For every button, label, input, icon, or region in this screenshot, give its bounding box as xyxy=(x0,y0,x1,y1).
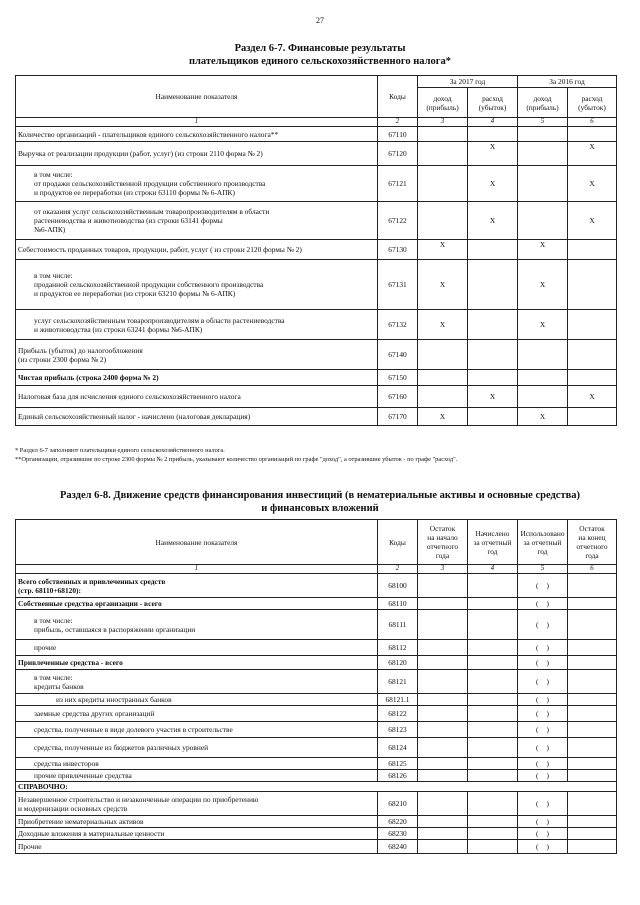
cell-value-c4: X xyxy=(468,142,518,166)
opening-balance-cell xyxy=(418,792,468,816)
accrued-cell xyxy=(468,828,518,840)
row-code: 67170 xyxy=(378,408,418,426)
indicator-name: из них кредиты иностранных банков xyxy=(16,694,378,706)
table-row xyxy=(16,260,617,310)
row-code: 67121 xyxy=(378,166,418,202)
table-row xyxy=(16,694,617,706)
row-code: 68100 xyxy=(378,574,418,598)
indicator-name: Доходные вложения в материальные ценности xyxy=(16,828,378,840)
accrued-cell xyxy=(468,792,518,816)
accrued-cell xyxy=(468,738,518,758)
reference-header-row xyxy=(16,782,617,792)
indicator-name: Выручка от реализации продукции (работ, услуг) (из строки 2110 форма № 2) xyxy=(16,142,378,166)
cell-value-c4 xyxy=(468,260,518,310)
cell-value-c5 xyxy=(518,386,568,408)
table-row xyxy=(16,610,617,640)
table-row xyxy=(16,722,617,738)
cell-value-c6: X xyxy=(568,386,617,408)
row-code: 67132 xyxy=(378,310,418,340)
row-code: 68121 xyxy=(378,670,418,694)
closing-balance-cell xyxy=(568,738,617,758)
indicator-name: Прибыль (убыток) до налогообложения (из строки 2300 форма № 2) xyxy=(16,340,378,370)
closing-balance-cell xyxy=(568,640,617,656)
used-value-cell: ( ) xyxy=(518,738,568,758)
opening-balance-cell xyxy=(418,656,468,670)
row-code: 68121.1 xyxy=(378,694,418,706)
cell-value-c4: X xyxy=(468,166,518,202)
section2-title xyxy=(0,489,640,515)
footnote-2: **Организации, отразившие по строке 2300 формы № 2 прибыль, указывают количество организаций по графе "доход", а отразившие убыток - по графе "расход". xyxy=(15,456,458,463)
indicator-name: прочие привлеченные средства xyxy=(16,770,378,782)
cell-value-c6 xyxy=(568,127,617,142)
indicator-name: Чистая прибыль (строка 2400 форма № 2) xyxy=(16,370,378,386)
cell-value-c6 xyxy=(568,260,617,310)
row-code: 67122 xyxy=(378,202,418,240)
table-row xyxy=(16,738,617,758)
cell-value-c4 xyxy=(468,370,518,386)
used-value-cell: ( ) xyxy=(518,694,568,706)
opening-balance-cell xyxy=(418,610,468,640)
cell-value-c4 xyxy=(468,340,518,370)
cell-value-c5 xyxy=(518,127,568,142)
cell-value-c3 xyxy=(418,142,468,166)
header-closing-balance: Остаток на конец отчетного года xyxy=(568,520,617,565)
used-value-cell: ( ) xyxy=(518,758,568,770)
cell-value-c3 xyxy=(418,166,468,202)
table-row xyxy=(16,386,617,408)
header-expense-2017: расход (убыток) xyxy=(468,88,518,118)
cell-value-c6 xyxy=(568,240,617,260)
table-row xyxy=(16,240,617,260)
table-row xyxy=(16,370,617,386)
cell-value-c4 xyxy=(468,408,518,426)
page-number: 27 xyxy=(316,16,324,25)
row-code: 68125 xyxy=(378,758,418,770)
accrued-cell xyxy=(468,770,518,782)
opening-balance-cell xyxy=(418,816,468,828)
opening-balance-cell xyxy=(418,640,468,656)
indicator-name: услуг сельскохозяйственным товаропроизводителям в области растениеводства и животноводства (из строки 63241 формы №6-АПК) xyxy=(16,310,378,340)
table-row xyxy=(16,816,617,828)
used-value-cell: ( ) xyxy=(518,640,568,656)
table-row xyxy=(16,640,617,656)
cell-value-c3 xyxy=(418,127,468,142)
used-value-cell: ( ) xyxy=(518,792,568,816)
indicator-name: в том числе: проданной сельскохозяйственной продукции собственного производства и продуктов ее переработки (из строки 63210 формы № 6-АПК) xyxy=(16,260,378,310)
header-codes: Коды xyxy=(378,520,418,565)
cell-value-c6 xyxy=(568,340,617,370)
row-code: 68126 xyxy=(378,770,418,782)
cell-value-c5: X xyxy=(518,408,568,426)
accrued-cell xyxy=(468,598,518,610)
accrued-cell xyxy=(468,656,518,670)
indicator-name: Приобретение нематериальных активов xyxy=(16,816,378,828)
accrued-cell xyxy=(468,758,518,770)
table-row xyxy=(16,202,617,240)
column-numbers-row: 1 2 3 4 5 6 xyxy=(16,565,617,574)
used-value-cell: ( ) xyxy=(518,770,568,782)
accrued-cell xyxy=(468,816,518,828)
cell-value-c4 xyxy=(468,127,518,142)
cell-value-c6 xyxy=(568,310,617,340)
row-code: 68240 xyxy=(378,840,418,854)
closing-balance-cell xyxy=(568,770,617,782)
used-value-cell: ( ) xyxy=(518,610,568,640)
cell-value-c3 xyxy=(418,386,468,408)
row-code: 67130 xyxy=(378,240,418,260)
header-income-2017: доход (прибыль) xyxy=(418,88,468,118)
row-code: 68110 xyxy=(378,598,418,610)
section2-title-line2: и финансовых вложений xyxy=(261,503,379,514)
table-row xyxy=(16,598,617,610)
row-code: 68210 xyxy=(378,792,418,816)
cell-value-c6: X xyxy=(568,142,617,166)
header-indicator-name: Наименование показателя xyxy=(16,520,378,565)
accrued-cell xyxy=(468,706,518,722)
used-value-cell: ( ) xyxy=(518,598,568,610)
header-expense-2016: расход (убыток) xyxy=(568,88,617,118)
used-value-cell: ( ) xyxy=(518,722,568,738)
table-row xyxy=(16,840,617,854)
table-row xyxy=(16,142,617,166)
table-row xyxy=(16,828,617,840)
opening-balance-cell xyxy=(418,598,468,610)
cell-value-c6: X xyxy=(568,202,617,240)
closing-balance-cell xyxy=(568,840,617,854)
cell-value-c6 xyxy=(568,408,617,426)
table-row xyxy=(16,758,617,770)
used-value-cell: ( ) xyxy=(518,574,568,598)
indicator-name: Всего собственных и привлеченных средств (стр. 68110+68120): xyxy=(16,574,378,598)
table-row xyxy=(16,340,617,370)
cell-value-c4: X xyxy=(468,386,518,408)
indicator-name: прочие xyxy=(16,640,378,656)
closing-balance-cell xyxy=(568,758,617,770)
table-row xyxy=(16,656,617,670)
section1-title-line1: Раздел 6-7. Финансовые результаты xyxy=(234,43,406,54)
cell-value-c5 xyxy=(518,340,568,370)
row-code: 68124 xyxy=(378,738,418,758)
financial-results-table xyxy=(15,75,617,426)
closing-balance-cell xyxy=(568,574,617,598)
closing-balance-cell xyxy=(568,694,617,706)
opening-balance-cell xyxy=(418,722,468,738)
row-code: 67131 xyxy=(378,260,418,310)
used-value-cell: ( ) xyxy=(518,656,568,670)
header-opening-balance: Остаток на начало отчетного года xyxy=(418,520,468,565)
indicator-name: Налоговая база для исчисления единого сельскохозяйственного налога xyxy=(16,386,378,408)
reference-label: СПРАВОЧНО: xyxy=(16,782,617,792)
opening-balance-cell xyxy=(418,738,468,758)
cell-value-c4 xyxy=(468,310,518,340)
closing-balance-cell xyxy=(568,792,617,816)
row-code: 67140 xyxy=(378,340,418,370)
opening-balance-cell xyxy=(418,828,468,840)
accrued-cell xyxy=(468,840,518,854)
cell-value-c3 xyxy=(418,202,468,240)
closing-balance-cell xyxy=(568,828,617,840)
table-row xyxy=(16,408,617,426)
closing-balance-cell xyxy=(568,656,617,670)
cell-value-c4: X xyxy=(468,202,518,240)
closing-balance-cell xyxy=(568,598,617,610)
indicator-name: Единый сельскохозяйственный налог - начислено (налоговая декларация) xyxy=(16,408,378,426)
indicator-name: заемные средства других организаций xyxy=(16,706,378,722)
indicator-name: Себестоимость проданных товаров, продукции, работ, услуг ( из строки 2120 формы № 2) xyxy=(16,240,378,260)
closing-balance-cell xyxy=(568,610,617,640)
opening-balance-cell xyxy=(418,758,468,770)
cell-value-c5: X xyxy=(518,240,568,260)
section1-title-line2: плательщиков единого сельскохозяйственного налога* xyxy=(188,56,452,67)
indicator-name: Незавершенное строительство и незаконченные операции по приобретению и модернизации основных средств xyxy=(16,792,378,816)
row-code: 68122 xyxy=(378,706,418,722)
opening-balance-cell xyxy=(418,706,468,722)
section2-title-line1: Раздел 6-8. Движение средств финансирования инвестиций (в нематериальные активы и основные средства) xyxy=(59,490,581,501)
opening-balance-cell xyxy=(418,770,468,782)
cell-value-c5: X xyxy=(518,310,568,340)
used-value-cell: ( ) xyxy=(518,840,568,854)
cell-value-c5 xyxy=(518,142,568,166)
accrued-cell xyxy=(468,640,518,656)
used-value-cell: ( ) xyxy=(518,816,568,828)
cell-value-c3: X xyxy=(418,310,468,340)
table-row xyxy=(16,310,617,340)
cell-value-c3 xyxy=(418,370,468,386)
table-row xyxy=(16,706,617,722)
cell-value-c6 xyxy=(568,370,617,386)
table-row xyxy=(16,166,617,202)
indicator-name: средства, полученные из бюджетов различных уровней xyxy=(16,738,378,758)
closing-balance-cell xyxy=(568,670,617,694)
closing-balance-cell xyxy=(568,816,617,828)
table-row xyxy=(16,127,617,142)
cell-value-c5 xyxy=(518,166,568,202)
row-code: 68230 xyxy=(378,828,418,840)
accrued-cell xyxy=(468,722,518,738)
table-row xyxy=(16,770,617,782)
indicator-name: Количество организаций - плательщиков единого сельскохозяйственного налога** xyxy=(16,127,378,142)
row-code: 68123 xyxy=(378,722,418,738)
row-code: 68112 xyxy=(378,640,418,656)
cell-value-c4 xyxy=(468,240,518,260)
cell-value-c5 xyxy=(518,370,568,386)
header-used: Использовано за отчетный год xyxy=(518,520,568,565)
header-year-2017: За 2017 год xyxy=(418,76,518,88)
indicator-name: в том числе: прибыль, оставшаяся в распоряжении организации xyxy=(16,610,378,640)
header-codes: Коды xyxy=(378,76,418,118)
indicator-name: Собственные средства организации - всего xyxy=(16,598,378,610)
accrued-cell xyxy=(468,610,518,640)
accrued-cell xyxy=(468,670,518,694)
closing-balance-cell xyxy=(568,722,617,738)
row-code: 67110 xyxy=(378,127,418,142)
indicator-name: в том числе: кредиты банков xyxy=(16,670,378,694)
opening-balance-cell xyxy=(418,694,468,706)
accrued-cell xyxy=(468,574,518,598)
header-year-2016: За 2016 год xyxy=(518,76,617,88)
indicator-name: Прочие xyxy=(16,840,378,854)
header-indicator-name: Наименование показателя xyxy=(16,76,378,118)
cell-value-c3 xyxy=(418,340,468,370)
row-code: 67160 xyxy=(378,386,418,408)
cell-value-c6: X xyxy=(568,166,617,202)
indicator-name: Привлеченные средства - всего xyxy=(16,656,378,670)
used-value-cell: ( ) xyxy=(518,828,568,840)
indicator-name: средства инвесторов xyxy=(16,758,378,770)
opening-balance-cell xyxy=(418,670,468,694)
row-code: 68111 xyxy=(378,610,418,640)
table-row xyxy=(16,574,617,598)
accrued-cell xyxy=(468,694,518,706)
opening-balance-cell xyxy=(418,574,468,598)
indicator-name: в том числе: от продажи сельскохозяйственной продукции собственного производства и продуктов ее переработки (из строки 63110 формы № 6-АПК) xyxy=(16,166,378,202)
cell-value-c3: X xyxy=(418,240,468,260)
cell-value-c3: X xyxy=(418,260,468,310)
table-row xyxy=(16,792,617,816)
header-income-2016: доход (прибыль) xyxy=(518,88,568,118)
row-code: 68220 xyxy=(378,816,418,828)
closing-balance-cell xyxy=(568,706,617,722)
table-row xyxy=(16,670,617,694)
section1-title xyxy=(0,42,640,68)
row-code: 68120 xyxy=(378,656,418,670)
footnote-1: * Раздел 6-7 заполняют плательщики единого сельскохозяйственного налога. xyxy=(15,447,225,454)
used-value-cell: ( ) xyxy=(518,670,568,694)
row-code: 67150 xyxy=(378,370,418,386)
cell-value-c3: X xyxy=(418,408,468,426)
used-value-cell: ( ) xyxy=(518,706,568,722)
header-accrued: Начислено за отчетный год xyxy=(468,520,518,565)
column-numbers-row: 1 2 3 4 5 6 xyxy=(16,118,617,127)
opening-balance-cell xyxy=(418,840,468,854)
indicator-name: от оказания услуг сельскохозяйственным товаропроизводителям в области растениеводства и животноводства (из строки 63141 формы №6-АПК) xyxy=(16,202,378,240)
cell-value-c5: X xyxy=(518,260,568,310)
investment-funds-table xyxy=(15,519,617,854)
indicator-name: средства, полученные в виде долевого участия в строительстве xyxy=(16,722,378,738)
cell-value-c5 xyxy=(518,202,568,240)
row-code: 67120 xyxy=(378,142,418,166)
